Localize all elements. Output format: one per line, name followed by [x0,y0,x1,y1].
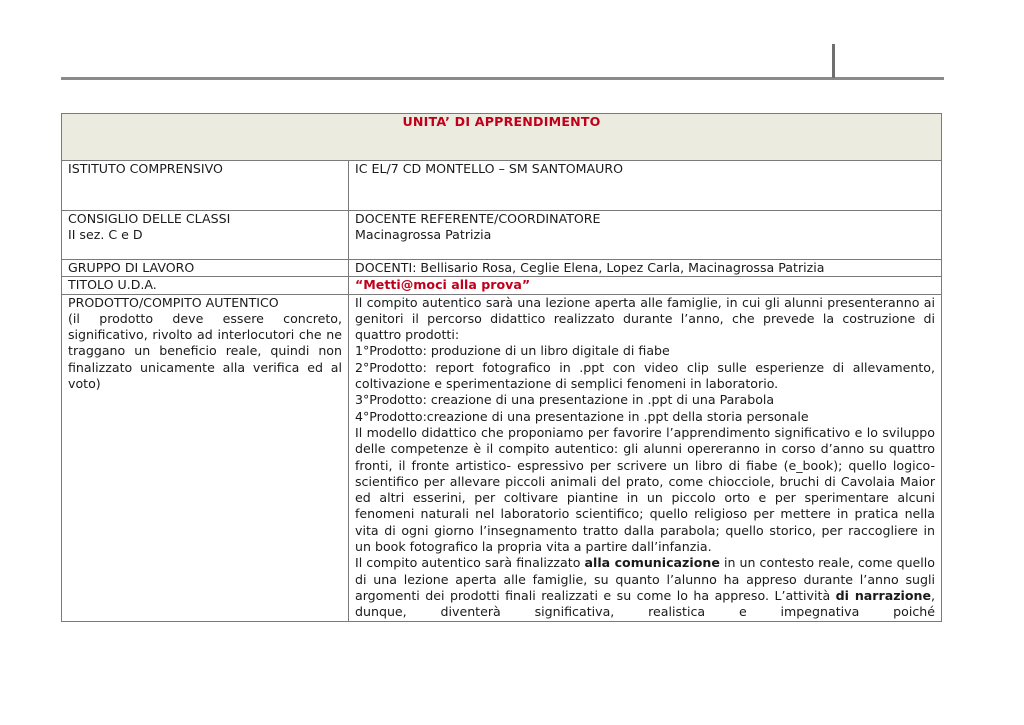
prodotto-item-3: 3°Prodotto: creazione di una presentazione in .ppt di una Parabola [355,392,775,408]
prodotto-value [349,294,942,621]
gruppo-row [62,260,942,277]
istituto-label: ISTITUTO COMPRENSIVO [62,161,349,211]
consiglio-label-line-2: II sez. C e D [68,227,143,243]
prodotto-label-title: PRODOTTO/COMPITO AUTENTICO [68,294,279,310]
final-text-3: , dunque, diventerà significativa, realistica e impegnativa poiché [355,587,936,620]
prodotto-item-1: 1°Prodotto: produzione di un libro digitale di fiabe [355,343,670,359]
uda-table [61,113,942,622]
final-bold-comunicazione: alla comunicazione [584,555,720,571]
referente-title: DOCENTE REFERENTE/COORDINATORE [355,211,601,226]
gruppo-value: DOCENTI: Bellisario Rosa, Ceglie Elena, Lopez Carla, Macinagrossa Patrizia [349,260,942,277]
consiglio-label-line-1: CONSIGLIO DELLE CLASSI [68,211,231,226]
final-bold-narrazione: di narrazione [835,587,932,603]
gruppo-label: GRUPPO DI LAVORO [62,260,349,277]
header-rule [61,77,944,80]
prodotto-item-4: 4°Prodotto:creazione di una presentazione in .ppt della storia personale [355,408,809,424]
prodotto-intro: Il compito autentico sarà una lezione aperta alle famiglie, in cui gli alunni presenteranno ai genitori il percorso didattico realizzato durante l’anno, che prevede la costruzione di quattro prodotti: [355,294,936,343]
istituto-value: IC EL/7 CD MONTELLO – SM SANTOMAURO [349,161,942,211]
prodotto-final [355,555,935,620]
titolo-label: TITOLO U.D.A. [62,277,349,294]
istituto-row [62,161,942,211]
consiglio-row [62,211,942,260]
referente-name: Macinagrossa Patrizia [355,227,492,243]
prodotto-label [62,294,349,621]
titolo-row [62,277,942,294]
prodotto-label-desc: (il prodotto deve essere concreto, significativo, rivolto ad interlocutori che ne traggano un beneficio reale, quindi non finalizzato unicamente alla verifica ed al voto) [68,310,342,392]
prodotto-item-2: 2°Prodotto: report fotografico in .ppt con video clip sulle esperienze di allevamento, coltivazione e sperimentazione di semplici fenomeni in laboratorio. [355,359,936,392]
title-row [62,114,942,161]
consiglio-label [62,211,349,260]
final-text-1: Il compito autentico sarà finalizzato [355,555,585,571]
table-title: UNITA’ DI APPRENDIMENTO [62,114,942,161]
final-text-2: in un contesto reale, come quello di una lezione aperta alle famiglie, su quanto l’alunno ha appreso durante l’anno sugli argomenti dei prodotti finali realizzati e su come lo ha appreso. L’attività [355,555,936,603]
prodotto-model: Il modello didattico che proponiamo per favorire l’apprendimento significativo e lo sviluppo delle competenze è il compito autentico: gli alunni opereranno in corso d’anno su quattro fronti, il fronte artistico- espressivo per scrivere un libro di fiabe (e_book); quello logico-scientifico per allevare piccoli animali del prato, come chiocciole, bruchi di Cavolaia Maior ed altri esserini, per coltivare piantine in un piccolo orto e per sperimentare alcuni fenomeni naturali nel laboratorio scientifico; quello religioso per mettere in pratica nella vita di ogni giorno l’insegnamento tratto dalla parabola; quello storico, per raccogliere in un book fotografico la propria vita a partire dall’infanzia. [355,424,936,555]
consiglio-value [349,211,942,260]
titolo-value: “Metti@moci alla prova” [349,277,942,294]
header-vertical-rule [832,44,835,78]
prodotto-row [62,294,942,621]
